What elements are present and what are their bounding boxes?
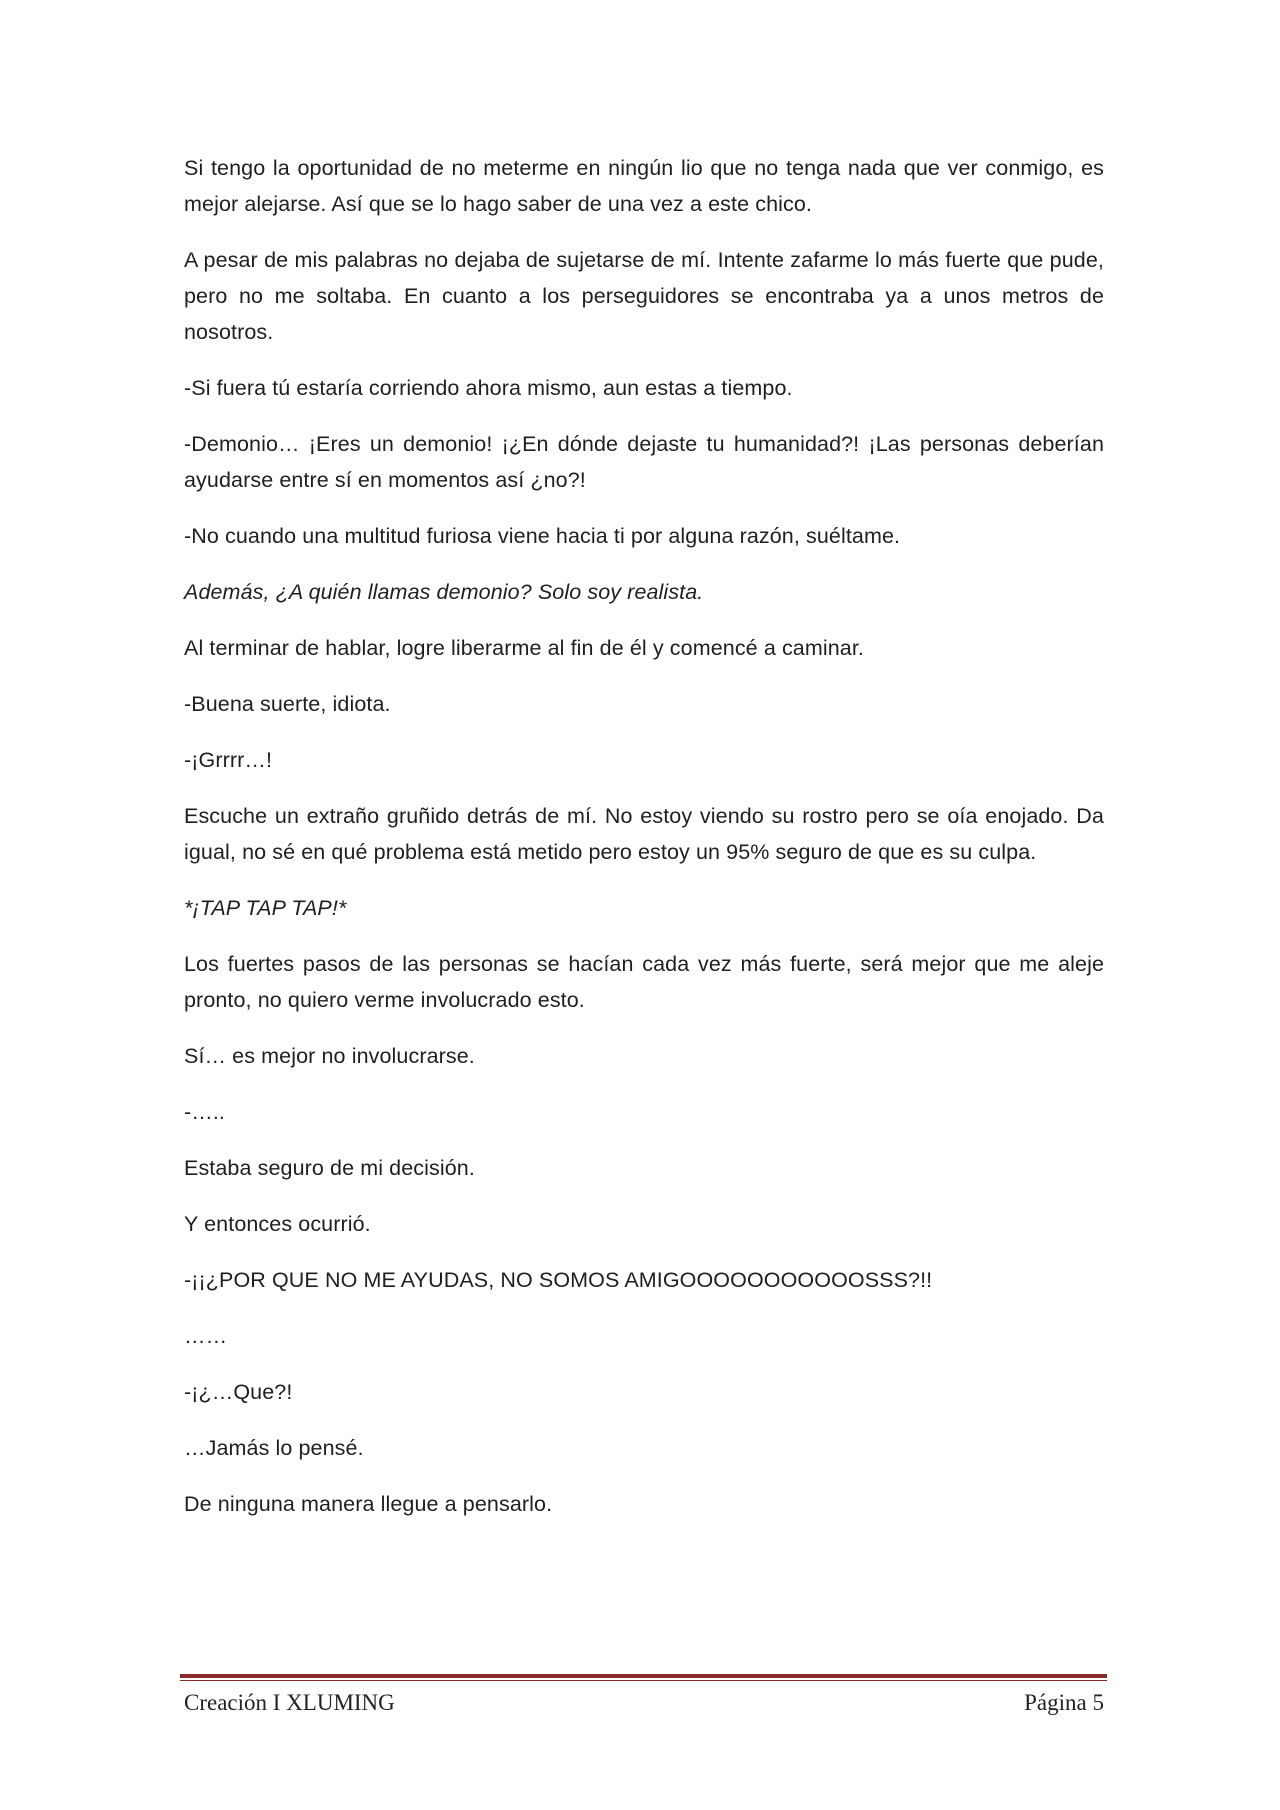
paragraph: …Jamás lo pensé. bbox=[184, 1436, 364, 1460]
paragraph: -No cuando una multitud furiosa viene hacia ti por alguna razón, suéltame. bbox=[184, 524, 901, 548]
paragraph: A pesar de mis palabras no dejaba de sujetarse de mí. Intente zafarme lo más fuerte que pude, pero no me soltaba. En cuanto a los perseguidores se encontraba ya a unos metros de nosotros. bbox=[184, 248, 1104, 344]
paragraph: -Si fuera tú estaría corriendo ahora mismo, aun estas a tiempo. bbox=[184, 376, 793, 400]
paragraph: -Demonio… ¡Eres un demonio! ¡¿En dónde dejaste tu humanidad?! ¡Las personas deberían ayudarse entre sí en momentos así ¿no?! bbox=[184, 432, 1104, 492]
paragraph: Escuche un extraño gruñido detrás de mí. No estoy viendo su rostro pero se oía enojado. Da igual, no sé en qué problema está metido pero estoy un 95% seguro de que es su culpa. bbox=[184, 804, 1104, 864]
paragraph-italic: Además, ¿A quién llamas demonio? Solo soy realista. bbox=[184, 580, 704, 604]
paragraph: …… bbox=[184, 1324, 228, 1348]
page-number: Página 5 bbox=[1024, 1690, 1104, 1715]
paragraph-italic: *¡TAP TAP TAP!* bbox=[184, 896, 347, 920]
paragraph: -¡¿…Que?! bbox=[184, 1380, 293, 1404]
paragraph: Y entonces ocurrió. bbox=[184, 1212, 371, 1236]
paragraph: -Buena suerte, idiota. bbox=[184, 692, 391, 716]
paragraph: -….. bbox=[184, 1100, 226, 1124]
paragraph: Al terminar de hablar, logre liberarme al fin de él y comencé a caminar. bbox=[184, 636, 864, 660]
footer-credit: Creación I XLUMING bbox=[184, 1690, 395, 1715]
paragraph: -¡¡¿POR QUE NO ME AYUDAS, NO SOMOS AMIGOOOOOOOOOOOSSS?!! bbox=[184, 1268, 933, 1292]
paragraph: Los fuertes pasos de las personas se hacían cada vez más fuerte, será mejor que me aleje pronto, no quiero verme involucrado esto. bbox=[184, 952, 1104, 1012]
footer-rule-thin bbox=[180, 1680, 1107, 1681]
paragraph: Estaba seguro de mi decisión. bbox=[184, 1156, 475, 1180]
footer-rule bbox=[180, 1674, 1107, 1678]
paragraph: Si tengo la oportunidad de no meterme en ningún lio que no tenga nada que ver conmigo, es mejor alejarse. Así que se lo hago saber de una vez a este chico. bbox=[184, 156, 1104, 216]
body-text bbox=[184, 150, 1104, 1542]
paragraph: De ninguna manera llegue a pensarlo. bbox=[184, 1492, 553, 1516]
paragraph: -¡Grrrr…! bbox=[184, 748, 273, 772]
paragraph: Sí… es mejor no involucrarse. bbox=[184, 1044, 475, 1068]
